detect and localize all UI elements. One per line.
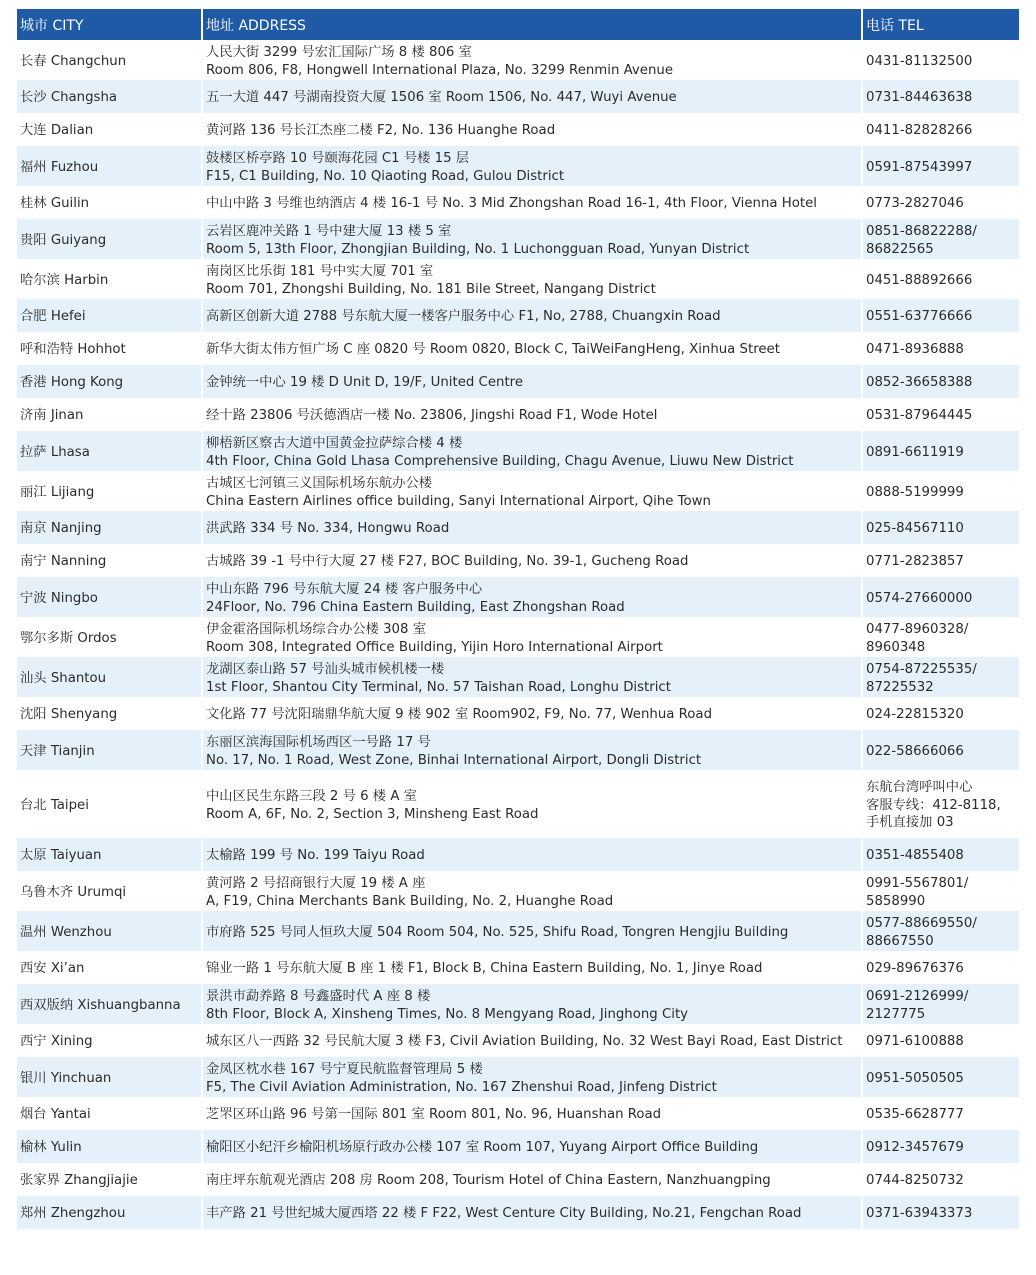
city-cell: 西宁 Xining — [17, 1027, 203, 1060]
table-body — [17, 43, 1019, 1232]
city-cell: 台北 Taipei — [17, 773, 203, 841]
address-line: A, F19, China Merchants Bank Building, No. 2, Huanghe Road — [206, 893, 614, 909]
table-row — [17, 401, 1019, 434]
tel-line: 0371-63943373 — [866, 1206, 973, 1222]
address-cell — [203, 149, 863, 189]
address-cell — [203, 580, 863, 620]
address-line: 中山区民生东路三段 2 号 6 楼 A 室 — [206, 789, 417, 804]
address-line: 南庄坪东航观光酒店 208 房 Room 208, Tourism Hotel of China Eastern, Nanzhuangping — [206, 1173, 771, 1189]
address-line: 城东区八一西路 32 号民航大厦 3 楼 F3, Civil Aviation Building, No. 32 West Bayi Road, East District — [206, 1034, 843, 1050]
tel-cell — [863, 1027, 1019, 1060]
table-row — [17, 1133, 1019, 1166]
tel-line: 0851-86822288/ — [866, 224, 977, 239]
address-cell — [203, 914, 863, 954]
tel-line: 东航台湾呼叫中心 — [866, 780, 973, 796]
city-cell: 太原 Taiyuan — [17, 841, 203, 874]
table-row — [17, 733, 1019, 773]
tel-line: 0431-81132500 — [866, 53, 973, 69]
address-line: 4th Floor, China Gold Lhasa Comprehensive Building, Chagu Avenue, Liuwu New District — [206, 453, 794, 469]
tel-line: 客服专线：412-8118, — [866, 797, 1001, 813]
tel-cell — [863, 335, 1019, 368]
address-line: 南岗区比乐街 181 号中实大厦 701 室 — [206, 264, 434, 279]
table-row — [17, 83, 1019, 116]
address-line: 24Floor, No. 796 China Eastern Building, East Zhongshan Road — [206, 599, 625, 615]
header-address: 地址 ADDRESS — [203, 9, 863, 43]
city-cell: 合肥 Hefei — [17, 302, 203, 335]
tel-cell — [863, 874, 1019, 914]
tel-line: 0691-2126999/ — [866, 989, 969, 1004]
city-cell: 长春 Changchun — [17, 43, 203, 83]
address-cell — [203, 733, 863, 773]
address-cell — [203, 262, 863, 302]
city-cell: 长沙 Changsha — [17, 83, 203, 116]
city-cell: 沈阳 Shenyang — [17, 700, 203, 733]
address-cell — [203, 841, 863, 874]
city-cell: 乌鲁木齐 Urumqi — [17, 874, 203, 914]
address-line: Room 806, F8, Hongwell International Plaza, No. 3299 Renmin Avenue — [206, 62, 674, 78]
tel-line: 0991-5567801/ — [866, 876, 969, 891]
table-row — [17, 620, 1019, 660]
address-cell — [203, 660, 863, 700]
table-row — [17, 434, 1019, 474]
table-row — [17, 660, 1019, 700]
city-cell: 福州 Fuzhou — [17, 149, 203, 189]
address-cell — [203, 368, 863, 401]
tel-line: 0912-3457679 — [866, 1140, 964, 1156]
address-line: 古城路 39 -1 号中行大厦 27 楼 F27, BOC Building, No. 39-1, Gucheng Road — [206, 554, 689, 570]
address-cell — [203, 83, 863, 116]
address-cell — [203, 189, 863, 222]
city-cell: 温州 Wenzhou — [17, 914, 203, 954]
tel-line: 0731-84463638 — [866, 90, 973, 106]
tel-cell — [863, 149, 1019, 189]
table-row — [17, 43, 1019, 83]
address-line: Room 5, 13th Floor, Zhongjian Building, No. 1 Luchongguan Road, Yunyan District — [206, 241, 750, 257]
table-row — [17, 841, 1019, 874]
address-cell — [203, 43, 863, 83]
city-cell: 西安 Xi’an — [17, 954, 203, 987]
tel-line: 0891-6611919 — [866, 444, 964, 460]
office-table — [17, 9, 1019, 1232]
table-row — [17, 1166, 1019, 1199]
tel-cell — [863, 914, 1019, 954]
address-line: Room 308, Integrated Office Building, Yijin Horo International Airport — [206, 639, 663, 655]
address-cell — [203, 547, 863, 580]
table-row — [17, 514, 1019, 547]
tel-cell — [863, 368, 1019, 401]
tel-cell — [863, 700, 1019, 733]
tel-cell — [863, 401, 1019, 434]
table-row — [17, 547, 1019, 580]
table-row — [17, 474, 1019, 514]
tel-line: 0551-63776666 — [866, 309, 973, 325]
tel-cell — [863, 1060, 1019, 1100]
tel-cell — [863, 660, 1019, 700]
address-line: 云岩区鹿冲关路 1 号中建大厦 13 楼 5 室 — [206, 224, 452, 239]
address-cell — [203, 1133, 863, 1166]
address-cell — [203, 954, 863, 987]
tel-cell — [863, 547, 1019, 580]
city-cell: 宁波 Ningbo — [17, 580, 203, 620]
tel-line: 88667550 — [866, 933, 934, 949]
table-row — [17, 222, 1019, 262]
tel-line: 0951-5050505 — [866, 1070, 964, 1086]
city-cell: 大连 Dalian — [17, 116, 203, 149]
table-row — [17, 1100, 1019, 1133]
tel-cell — [863, 954, 1019, 987]
city-cell: 鄂尔多斯 Ordos — [17, 620, 203, 660]
address-cell — [203, 773, 863, 841]
address-cell — [203, 1199, 863, 1232]
tel-cell — [863, 733, 1019, 773]
tel-line: 0451-88892666 — [866, 272, 973, 288]
tel-line: 0471-8936888 — [866, 342, 964, 358]
address-line: 8th Floor, Block A, Xinsheng Times, No. 8 Mengyang Road, Jinghong City — [206, 1006, 689, 1022]
address-line: China Eastern Airlines office building, Sanyi International Airport, Qihe Town — [206, 493, 711, 509]
city-cell: 呼和浩特 Hohhot — [17, 335, 203, 368]
address-cell — [203, 222, 863, 262]
city-cell: 哈尔滨 Harbin — [17, 262, 203, 302]
tel-line: 2127775 — [866, 1006, 926, 1022]
table-row — [17, 116, 1019, 149]
tel-cell — [863, 773, 1019, 841]
tel-line: 022-58666066 — [866, 743, 964, 759]
tel-line: 0351-4855408 — [866, 848, 964, 864]
address-cell — [203, 335, 863, 368]
table-row — [17, 335, 1019, 368]
address-line: 五一大道 447 号湖南投资大厦 1506 室 Room 1506, No. 447, Wuyi Avenue — [206, 90, 677, 106]
address-line: 东丽区滨海国际机场西区一号路 17 号 — [206, 735, 431, 750]
tel-cell — [863, 262, 1019, 302]
address-line: 太榆路 199 号 No. 199 Taiyu Road — [206, 848, 425, 864]
tel-cell — [863, 43, 1019, 83]
address-line: 新华大街太伟方恒广场 C 座 0820 号 Room 0820, Block C, TaiWeiFangHeng, Xinhua Street — [206, 342, 780, 358]
city-cell: 桂林 Guilin — [17, 189, 203, 222]
table-row — [17, 302, 1019, 335]
address-line: No. 17, No. 1 Road, West Zone, Binhai International Airport, Dongli District — [206, 752, 702, 768]
address-cell — [203, 1100, 863, 1133]
city-cell: 汕头 Shantou — [17, 660, 203, 700]
address-line: 1st Floor, Shantou City Terminal, No. 57 Taishan Road, Longhu District — [206, 679, 671, 695]
tel-cell — [863, 116, 1019, 149]
tel-line: 029-89676376 — [866, 961, 964, 977]
tel-cell — [863, 620, 1019, 660]
header-tel: 电话 TEL — [863, 9, 1019, 43]
tel-cell — [863, 222, 1019, 262]
address-line: 伊金霍洛国际机场综合办公楼 308 室 — [206, 622, 426, 637]
tel-line: 024-22815320 — [866, 707, 964, 723]
address-line: F15, C1 Building, No. 10 Qiaoting Road, Gulou District — [206, 168, 565, 184]
address-cell — [203, 987, 863, 1027]
city-cell: 烟台 Yantai — [17, 1100, 203, 1133]
tel-line: 手机直接加 03 — [866, 815, 954, 831]
table-header-row — [17, 9, 1019, 43]
tel-line: 8960348 — [866, 639, 926, 655]
table-row — [17, 1060, 1019, 1100]
address-line: 市府路 525 号同人恒玖大厦 504 Room 504, No. 525, Shifu Road, Tongren Hengjiu Building — [206, 924, 789, 940]
address-line: 黄河路 2 号招商银行大厦 19 楼 A 座 — [206, 876, 426, 891]
table-row — [17, 1027, 1019, 1060]
address-cell — [203, 1166, 863, 1199]
city-cell: 郑州 Zhengzhou — [17, 1199, 203, 1232]
tel-line: 0971-6100888 — [866, 1034, 964, 1050]
address-line: 锦业一路 1 号东航大厦 B 座 1 楼 F1, Block B, China Eastern Building, No. 1, Jinye Road — [206, 961, 763, 977]
tel-line: 5858990 — [866, 893, 926, 909]
address-line: 洪武路 334 号 No. 334, Hongwu Road — [206, 521, 450, 537]
address-line: 文化路 77 号沈阳瑞鼎华航大厦 9 楼 902 室 Room902, F9, No. 77, Wenhua Road — [206, 707, 713, 723]
address-line: 高新区创新大道 2788 号东航大厦一楼客户服务中心 F1, No, 2788, Chuangxin Road — [206, 309, 721, 325]
tel-cell — [863, 474, 1019, 514]
address-cell — [203, 116, 863, 149]
city-cell: 南宁 Nanning — [17, 547, 203, 580]
address-line: 金凤区枕水巷 167 号宁夏民航监督管理局 5 楼 — [206, 1062, 483, 1077]
address-line: 鼓楼区桥亭路 10 号颐海花园 C1 号楼 15 层 — [206, 151, 470, 166]
table-row — [17, 1199, 1019, 1232]
tel-line: 0888-5199999 — [866, 484, 964, 500]
table-row — [17, 773, 1019, 841]
tel-cell — [863, 1133, 1019, 1166]
address-cell — [203, 434, 863, 474]
city-cell: 西双版纳 Xishuangbanna — [17, 987, 203, 1027]
city-cell: 拉萨 Lhasa — [17, 434, 203, 474]
tel-line: 025-84567110 — [866, 521, 964, 537]
table-row — [17, 874, 1019, 914]
address-line: 中山东路 796 号东航大厦 24 楼 客户服务中心 — [206, 582, 483, 597]
tel-line: 0744-8250732 — [866, 1173, 964, 1189]
city-cell: 丽江 Lijiang — [17, 474, 203, 514]
tel-line: 0574-27660000 — [866, 590, 973, 606]
address-cell — [203, 1027, 863, 1060]
address-cell — [203, 700, 863, 733]
tel-cell — [863, 841, 1019, 874]
tel-cell — [863, 1166, 1019, 1199]
city-cell: 济南 Jinan — [17, 401, 203, 434]
tel-line: 0577-88669550/ — [866, 916, 977, 931]
table-row — [17, 189, 1019, 222]
address-line: 中山中路 3 号维也纳酒店 4 楼 16-1 号 No. 3 Mid Zhongshan Road 16-1, 4th Floor, Vienna Hotel — [206, 196, 817, 212]
address-line: 芝罘区环山路 96 号第一国际 801 室 Room 801, No. 96, Huanshan Road — [206, 1107, 662, 1123]
address-line: 柳梧新区察古大道中国黄金拉萨综合楼 4 楼 — [206, 436, 463, 451]
tel-line: 0852-36658388 — [866, 375, 973, 391]
address-line: 榆阳区小纪汗乡榆阳机场原行政办公楼 107 室 Room 107, Yuyang Airport Office Building — [206, 1140, 759, 1156]
tel-line: 0754-87225535/ — [866, 662, 977, 677]
address-line: 经十路 23806 号沃德酒店一楼 No. 23806, Jingshi Road F1, Wode Hotel — [206, 408, 658, 424]
address-line: 古城区七河镇三义国际机场东航办公楼 — [206, 476, 433, 491]
table-row — [17, 262, 1019, 302]
tel-cell — [863, 1100, 1019, 1133]
city-cell: 银川 Yinchuan — [17, 1060, 203, 1100]
tel-cell — [863, 987, 1019, 1027]
address-line: Room A, 6F, No. 2, Section 3, Minsheng East Road — [206, 806, 539, 822]
address-line: F5, The Civil Aviation Administration, No. 167 Zhenshui Road, Jinfeng District — [206, 1079, 717, 1095]
address-cell — [203, 302, 863, 335]
city-cell: 南京 Nanjing — [17, 514, 203, 547]
tel-line: 0535-6628777 — [866, 1107, 964, 1123]
tel-cell — [863, 83, 1019, 116]
table-row — [17, 954, 1019, 987]
city-cell: 榆林 Yulin — [17, 1133, 203, 1166]
city-cell: 天津 Tianjin — [17, 733, 203, 773]
city-cell: 贵阳 Guiyang — [17, 222, 203, 262]
city-cell: 张家界 Zhangjiajie — [17, 1166, 203, 1199]
address-line: 丰产路 21 号世纪城大厦西塔 22 楼 F F22, West Centure City Building, No.21, Fengchan Road — [206, 1206, 802, 1222]
address-line: 人民大街 3299 号宏汇国际广场 8 楼 806 室 — [206, 45, 472, 60]
address-line: 龙湖区泰山路 57 号汕头城市候机楼一楼 — [206, 662, 445, 677]
tel-line: 0477-8960328/ — [866, 622, 969, 637]
tel-line: 0531-87964445 — [866, 408, 973, 424]
tel-cell — [863, 189, 1019, 222]
address-line: 景洪市勐养路 8 号鑫盛时代 A 座 8 楼 — [206, 989, 431, 1004]
address-cell — [203, 1060, 863, 1100]
table-row — [17, 914, 1019, 954]
tel-cell — [863, 302, 1019, 335]
table-row — [17, 987, 1019, 1027]
tel-line: 0771-2823857 — [866, 554, 964, 570]
table-row — [17, 368, 1019, 401]
table-row — [17, 700, 1019, 733]
office-directory — [17, 9, 1019, 1232]
table-row — [17, 149, 1019, 189]
tel-line: 87225532 — [866, 679, 934, 695]
tel-line: 86822565 — [866, 241, 934, 257]
address-cell — [203, 474, 863, 514]
table-row — [17, 580, 1019, 620]
header-city: 城市 CITY — [17, 9, 203, 43]
city-cell: 香港 Hong Kong — [17, 368, 203, 401]
tel-cell — [863, 434, 1019, 474]
tel-cell — [863, 580, 1019, 620]
address-cell — [203, 514, 863, 547]
address-line: Room 701, Zhongshi Building, No. 181 Bile Street, Nangang District — [206, 281, 656, 297]
tel-line: 0773-2827046 — [866, 196, 964, 212]
address-cell — [203, 620, 863, 660]
tel-cell — [863, 1199, 1019, 1232]
tel-line: 0411-82828266 — [866, 123, 973, 139]
address-line: 金钟统一中心 19 楼 D Unit D, 19/F, United Centre — [206, 375, 524, 391]
address-cell — [203, 401, 863, 434]
address-cell — [203, 874, 863, 914]
tel-line: 0591-87543997 — [866, 159, 973, 175]
tel-cell — [863, 514, 1019, 547]
address-line: 黄河路 136 号长江杰座二楼 F2, No. 136 Huanghe Road — [206, 123, 556, 139]
